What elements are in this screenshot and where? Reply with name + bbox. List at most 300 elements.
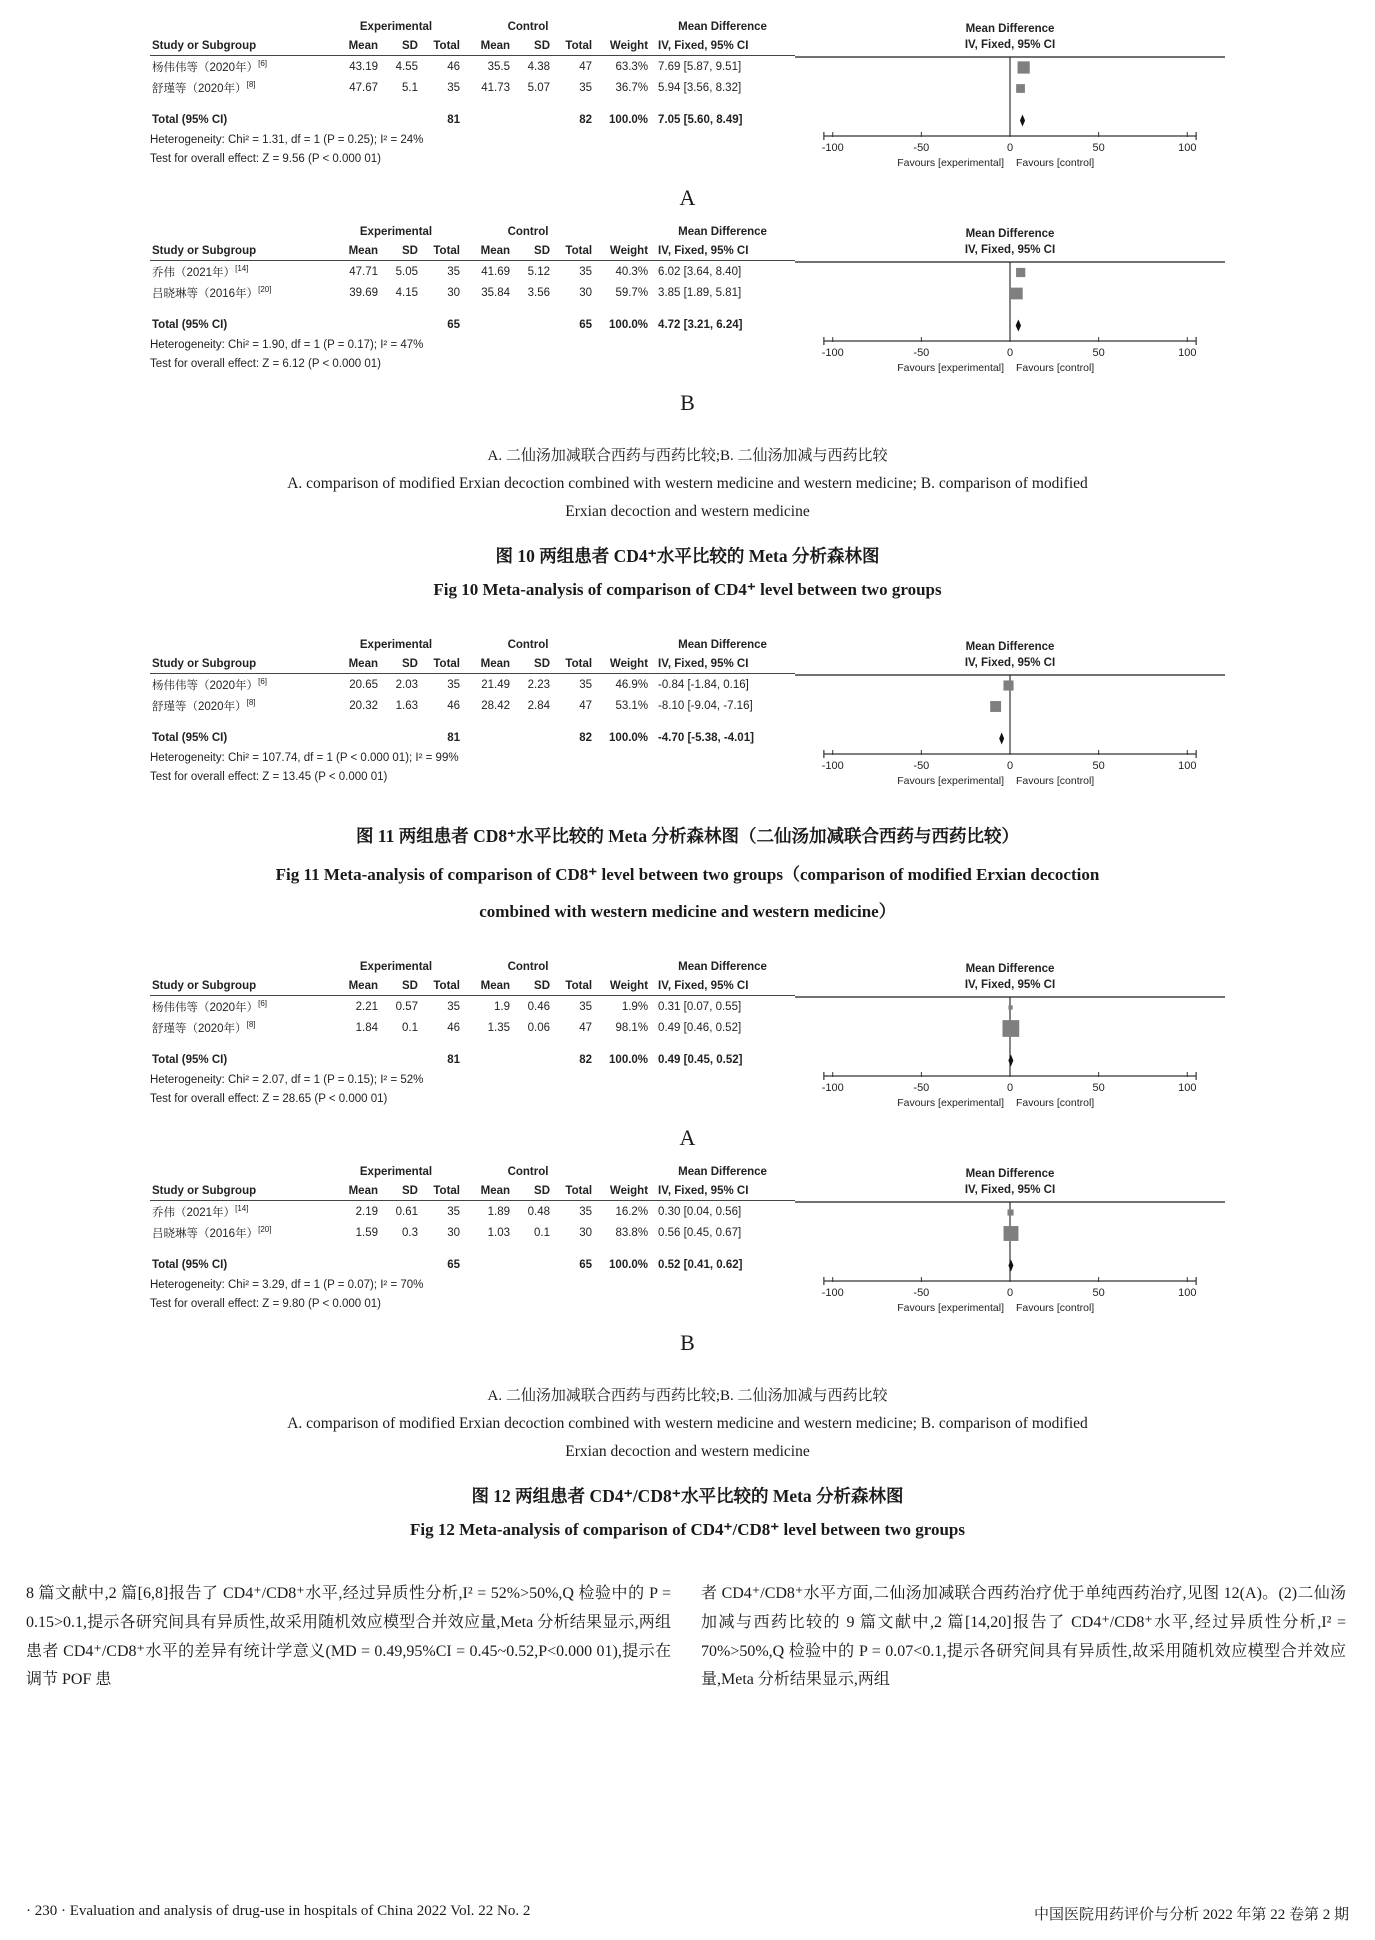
column-header: IV, Fixed, 95% CI (650, 241, 795, 261)
experimental-group-header: Experimental (359, 1166, 433, 1178)
study-value: 4.55 (395, 60, 418, 73)
effect-square (1016, 84, 1025, 93)
study-value: 1.35 (487, 1021, 511, 1034)
plot-mean-difference-header: Mean Difference (965, 641, 1055, 653)
citation-ref: [20] (258, 284, 272, 294)
total-row (150, 314, 795, 335)
pooled-diamond (999, 733, 1004, 745)
study-value: 30 (579, 286, 593, 299)
fig10-title-en: Fig 10 Meta-analysis of comparison of CD4⁺ level between two groups (433, 580, 942, 599)
study-value: 30 (447, 286, 461, 299)
spacer-row (150, 98, 795, 109)
fig10-title-cn: 图 10 两组患者 CD4⁺水平比较的 Meta 分析森林图 (495, 546, 880, 566)
column-header: Study or Subgroup (150, 976, 330, 996)
effect-square (1011, 288, 1023, 300)
citation-ref: [14] (235, 1203, 249, 1213)
control-group-header: Control (507, 21, 549, 33)
column-header: IV, Fixed, 95% CI (650, 36, 795, 56)
overall-effect-note: Test for overall effect: Z = 13.45 (P < 0.000 01) (150, 771, 388, 783)
total-value: Total (95% CI) (152, 731, 228, 744)
column-header: Study or Subgroup (150, 36, 330, 56)
favours-control-label: Favours [control] (1016, 1097, 1095, 1109)
forest-plot-panel (795, 18, 1225, 175)
total-value (462, 1049, 512, 1070)
total-value: 7.05 [5.60, 8.49] (658, 113, 743, 126)
study-value: 47.71 (349, 265, 378, 278)
total-value (462, 727, 512, 748)
study-value: 16.2% (615, 1205, 649, 1218)
study-value: 0.1 (402, 1021, 418, 1034)
study-value: 47 (579, 60, 593, 73)
overall-effect-note: Test for overall effect: Z = 9.80 (P < 0.000 01) (150, 1298, 381, 1310)
axis-tick-label: -50 (913, 347, 930, 359)
axis-tick-label: 50 (1092, 347, 1105, 359)
column-header: Total (552, 241, 594, 261)
fig12-title-cn: 图 12 两组患者 CD4⁺/CD8⁺水平比较的 Meta 分析森林图 (471, 1486, 904, 1506)
total-value (462, 109, 512, 130)
column-header: Mean (330, 654, 380, 674)
plot-ci-header: IV, Fixed, 95% CI (964, 979, 1056, 991)
citation-ref: [8] (246, 1019, 256, 1029)
study-value: 2.19 (355, 1205, 378, 1218)
body-column-right: 者 CD4⁺/CD8⁺水平方面,二仙汤加减联合西药治疗优于单纯西药治疗,见图 12(A)。(2)二仙汤加减与西药比较的 9 篇文献中,2 篇[14,20]报告了 CD4⁺/CD8⁺水平,经过异质性分析,I² = 70%>50%,Q 检验中的 P = 0.07<0.1,提示各研究间具有异质性,故采用随机效应模型合并效应量,Meta 分析结果显示,两组 (701, 1585, 1346, 1689)
column-header-row (150, 654, 795, 674)
study-value: 0.1 (534, 1226, 551, 1239)
axis-tick-label: -100 (821, 1287, 844, 1299)
study-name: 舒瑾等（2020年）[8] (152, 1019, 256, 1035)
study-name: 杨伟伟等（2020年）[6] (152, 998, 267, 1014)
favours-experimental-label: Favours [experimental] (897, 1097, 1004, 1109)
total-value: 65 (447, 318, 461, 331)
experimental-group-header: Experimental (359, 961, 433, 973)
total-value: 82 (579, 1053, 593, 1066)
group-header-row (150, 636, 795, 654)
experimental-group-header: Experimental (359, 21, 433, 33)
study-md-ci: 5.94 [3.56, 8.32] (658, 81, 742, 94)
forest-plot-fig10a (128, 18, 1248, 175)
footer-right: 中国医院用药评价与分析 2022 年第 22 卷第 2 期 (1033, 1907, 1349, 1923)
total-value (380, 314, 420, 335)
fig11-title-cn: 图 11 两组患者 CD8⁺水平比较的 Meta 分析森林图（二仙汤加减联合西药与西药比较） (355, 826, 1020, 846)
footer-left: · 230 · Evaluation and analysis of drug-use in hospitals of China 2022 Vol. 22 No. 2 (26, 1903, 531, 1919)
study-value: 46.9% (615, 678, 649, 691)
pooled-diamond (1016, 320, 1021, 332)
effect-square (990, 701, 1001, 712)
forest-table-panel (150, 958, 795, 1108)
control-group-header: Control (507, 1166, 549, 1178)
study-value: 46 (447, 60, 461, 73)
forest-plot-panel (795, 958, 1225, 1115)
fig12-title-en: Fig 12 Meta-analysis of comparison of CD4⁺/CD8⁺ level between two groups (410, 1520, 965, 1539)
forest-plot-panel (795, 1163, 1225, 1320)
column-header: Total (552, 654, 594, 674)
axis-tick-label: 50 (1092, 1287, 1105, 1299)
total-value (380, 1049, 420, 1070)
study-row (150, 695, 795, 716)
total-value: 0.49 [0.45, 0.52] (658, 1053, 743, 1066)
study-value: 53.1% (615, 699, 649, 712)
favours-experimental-label: Favours [experimental] (897, 775, 1004, 787)
fig12-caption-cn: A. 二仙汤加减联合西药与西药比较;B. 二仙汤加减与西药比较 (487, 1388, 888, 1404)
forest-table (150, 18, 795, 130)
study-value: 35 (579, 81, 593, 94)
forest-plot-fig10b (128, 223, 1248, 380)
total-value: 81 (447, 113, 461, 126)
forest-table-head (150, 18, 795, 56)
panel-label-a: A (679, 185, 696, 210)
study-value: 4.15 (395, 286, 418, 299)
study-row (150, 996, 795, 1018)
fig12-caption-en-1: A. comparison of modified Erxian decoction combined with western medicine and western medicine; B. comparison of modified (287, 1415, 1088, 1432)
study-value: 28.42 (481, 699, 511, 712)
column-header: Mean (462, 241, 512, 261)
study-value: 0.48 (527, 1205, 551, 1218)
study-value: 1.84 (355, 1021, 378, 1034)
forest-table (150, 223, 795, 335)
study-row (150, 1201, 795, 1223)
study-value: 2.23 (527, 678, 551, 691)
total-value (512, 727, 552, 748)
study-value: 35 (579, 1000, 593, 1013)
study-value: 2.21 (355, 1000, 378, 1013)
study-value: 59.7% (615, 286, 649, 299)
column-header: Study or Subgroup (150, 241, 330, 261)
figure-12 (128, 958, 1248, 1540)
study-value: 3.56 (527, 286, 551, 299)
column-header: Study or Subgroup (150, 1181, 330, 1201)
study-value: 1.63 (395, 699, 418, 712)
study-value: 35 (447, 1000, 461, 1013)
control-group-header: Control (507, 226, 549, 238)
study-value: 35 (447, 678, 461, 691)
study-value: 35 (447, 81, 461, 94)
axis-tick-label: 100 (1178, 760, 1197, 772)
study-value: 46 (447, 1021, 461, 1034)
plot-ci-header: IV, Fixed, 95% CI (964, 39, 1056, 51)
effect-square (1016, 268, 1025, 277)
forest-table-panel (150, 636, 795, 786)
study-value: 47.67 (349, 81, 378, 94)
heterogeneity-note: Heterogeneity: Chi² = 2.07, df = 1 (P = 0.15); I² = 52% (150, 1074, 424, 1086)
page-footer (26, 1903, 1349, 1924)
study-name: 舒瑾等（2020年）[8] (152, 697, 256, 713)
study-value: 30 (579, 1226, 593, 1239)
axis-tick-label: -50 (913, 1082, 930, 1094)
favours-control-label: Favours [control] (1016, 775, 1095, 787)
forest-table-panel (150, 1163, 795, 1313)
total-value: 65 (579, 318, 593, 331)
study-value: 35 (447, 1205, 461, 1218)
study-value: 0.46 (527, 1000, 551, 1013)
experimental-group-header: Experimental (359, 639, 433, 651)
column-header: SD (512, 976, 552, 996)
favours-control-label: Favours [control] (1016, 157, 1095, 169)
study-name: 舒瑾等（2020年）[8] (152, 79, 256, 95)
panel-label-b: B (680, 1330, 695, 1355)
effect-square (1002, 1020, 1019, 1037)
column-header: Mean (462, 1181, 512, 1201)
heterogeneity-note: Heterogeneity: Chi² = 1.31, df = 1 (P = 0.25); I² = 24% (150, 134, 424, 146)
axis-tick-label: 50 (1092, 142, 1105, 154)
column-header: Mean (462, 36, 512, 56)
column-header: Total (420, 976, 462, 996)
study-name: 乔伟（2021年）[14] (152, 1203, 249, 1219)
forest-plot-canvas (795, 18, 1225, 172)
column-header: Mean (330, 241, 380, 261)
citation-ref: [14] (235, 263, 249, 273)
column-header: Study or Subgroup (150, 654, 330, 674)
mean-difference-header: Mean Difference (678, 639, 767, 651)
total-row (150, 727, 795, 748)
column-header: SD (380, 36, 420, 56)
study-md-ci: -8.10 [-9.04, -7.16] (658, 699, 753, 712)
effect-square (1004, 1226, 1019, 1241)
pooled-diamond (1008, 1260, 1013, 1272)
column-header: SD (512, 1181, 552, 1201)
plot-ci-header: IV, Fixed, 95% CI (964, 244, 1056, 256)
study-row (150, 1017, 795, 1038)
total-value: 100.0% (609, 731, 649, 744)
study-md-ci: 6.02 [3.64, 8.40] (658, 265, 742, 278)
study-value: 39.69 (349, 286, 378, 299)
column-header: SD (380, 241, 420, 261)
forest-table (150, 1163, 795, 1275)
study-row (150, 56, 795, 78)
column-header: IV, Fixed, 95% CI (650, 654, 795, 674)
overall-effect-note: Test for overall effect: Z = 6.12 (P < 0.000 01) (150, 358, 381, 370)
column-header: Total (420, 241, 462, 261)
axis-tick-label: 50 (1092, 1082, 1105, 1094)
study-value: 2.03 (395, 678, 418, 691)
study-row (150, 261, 795, 283)
total-value (330, 314, 380, 335)
study-value: 47 (579, 1021, 593, 1034)
total-value (330, 727, 380, 748)
column-header: Weight (594, 36, 650, 56)
heterogeneity-note: Heterogeneity: Chi² = 107.74, df = 1 (P < 0.000 01); I² = 99% (150, 752, 459, 764)
total-value: -4.70 [-5.38, -4.01] (658, 731, 754, 744)
mean-difference-header: Mean Difference (678, 961, 767, 973)
axis-tick-label: -100 (821, 142, 844, 154)
study-value: 5.1 (402, 81, 418, 94)
study-value: 0.06 (527, 1021, 551, 1034)
axis-tick-label: -100 (821, 1082, 844, 1094)
study-value: 5.07 (527, 81, 551, 94)
total-value (330, 109, 380, 130)
study-md-ci: 0.30 [0.04, 0.56] (658, 1205, 742, 1218)
column-header: SD (380, 976, 420, 996)
study-value: 35 (579, 1205, 593, 1218)
spacer-row (150, 1243, 795, 1254)
study-value: 47 (579, 699, 593, 712)
fig10-caption-en-1: A. comparison of modified Erxian decoction combined with western medicine and western medicine; B. comparison of modified (287, 475, 1088, 492)
total-value (330, 1049, 380, 1070)
axis-tick-label: 100 (1178, 142, 1197, 154)
mean-difference-header: Mean Difference (678, 1166, 767, 1178)
plot-mean-difference-header: Mean Difference (965, 228, 1055, 240)
column-header: IV, Fixed, 95% CI (650, 976, 795, 996)
total-value: 100.0% (609, 1053, 649, 1066)
heterogeneity-note: Heterogeneity: Chi² = 1.90, df = 1 (P = 0.17); I² = 47% (150, 339, 424, 351)
total-value: Total (95% CI) (152, 1053, 228, 1066)
column-header: Weight (594, 654, 650, 674)
forest-plot-panel (795, 636, 1225, 793)
pooled-diamond (1008, 1055, 1013, 1067)
column-header: Total (420, 1181, 462, 1201)
study-value: 5.05 (395, 265, 418, 278)
study-value: 1.59 (355, 1226, 378, 1239)
total-value (380, 727, 420, 748)
total-value: Total (95% CI) (152, 318, 228, 331)
study-value: 30 (447, 1226, 461, 1239)
axis-tick-label: 0 (1006, 760, 1014, 772)
total-value (512, 1049, 552, 1070)
forest-plot-canvas (795, 1163, 1225, 1317)
study-value: 46 (447, 699, 461, 712)
total-value: 65 (447, 1258, 461, 1271)
forest-table-body (150, 56, 795, 131)
study-value: 21.49 (481, 678, 511, 691)
study-row (150, 674, 795, 696)
study-md-ci: 7.69 [5.87, 9.51] (658, 60, 742, 73)
panel-label-a: A (679, 1125, 696, 1150)
total-row (150, 1254, 795, 1275)
total-value: 82 (579, 731, 593, 744)
column-header-row (150, 976, 795, 996)
column-header: Total (552, 36, 594, 56)
total-value (512, 109, 552, 130)
group-header-row (150, 1163, 795, 1181)
total-value: 65 (579, 1258, 593, 1271)
column-header: SD (380, 1181, 420, 1201)
study-value: 40.3% (615, 265, 649, 278)
axis-tick-label: 100 (1178, 347, 1197, 359)
forest-table-head (150, 636, 795, 674)
study-value: 2.84 (527, 699, 551, 712)
study-value: 1.9% (621, 1000, 649, 1013)
citation-ref: [6] (258, 676, 267, 686)
study-value: 83.8% (615, 1226, 649, 1239)
column-header: Mean (330, 36, 380, 56)
plot-ci-header: IV, Fixed, 95% CI (964, 1184, 1056, 1196)
forest-plot-fig12a (128, 958, 1248, 1115)
spacer-row (150, 1038, 795, 1049)
fig12-caption-en-2: Erxian decoction and western medicine (565, 1443, 810, 1460)
column-header: Total (420, 654, 462, 674)
forest-table-panel (150, 223, 795, 373)
overall-effect-note: Test for overall effect: Z = 28.65 (P < 0.000 01) (150, 1093, 388, 1105)
column-header: Total (552, 976, 594, 996)
study-value: 35 (447, 265, 461, 278)
group-header-row (150, 958, 795, 976)
forest-plot-fig11 (128, 636, 1248, 793)
total-value: 82 (579, 113, 593, 126)
study-value: 35.84 (481, 286, 511, 299)
citation-ref: [8] (246, 697, 256, 707)
total-value (462, 314, 512, 335)
total-row (150, 1049, 795, 1070)
study-value: 63.3% (615, 60, 649, 73)
column-header-row (150, 1181, 795, 1201)
forest-plot-canvas (795, 636, 1225, 790)
study-value: 20.32 (349, 699, 378, 712)
total-value (512, 314, 552, 335)
body-column-left: 8 篇文献中,2 篇[6,8]报告了 CD4⁺/CD8⁺水平,经过异质性分析,I² = 52%>50%,Q 检验中的 P = 0.15>0.1,提示各研究间具有异质性,故采用随机效应模型合并效应量,Meta 分析结果显示,两组患者 CD4⁺/CD8⁺水平的差异有统计学意义(MD = 0.49,95%CI = 0.45~0.52,P<0.000 01),提示在调节 POF 患 (26, 1585, 671, 1689)
fig10-caption-en-2: Erxian decoction and western medicine (565, 503, 810, 520)
study-value: 1.9 (494, 1000, 511, 1013)
overall-effect-note: Test for overall effect: Z = 9.56 (P < 0.000 01) (150, 153, 381, 165)
column-header-row (150, 241, 795, 261)
study-value: 0.3 (402, 1226, 418, 1239)
column-header: Total (552, 1181, 594, 1201)
fig11-title-en-1: Fig 11 Meta-analysis of comparison of CD8⁺ level between two groups（comparison of modified Erxian decoction (275, 865, 1100, 884)
axis-tick-label: 100 (1178, 1082, 1197, 1094)
fig10-caption-cn: A. 二仙汤加减联合西药与西药比较;B. 二仙汤加减与西药比较 (487, 448, 888, 464)
heterogeneity-note: Heterogeneity: Chi² = 3.29, df = 1 (P = 0.07); I² = 70% (150, 1279, 424, 1291)
group-header-row (150, 18, 795, 36)
experimental-group-header: Experimental (359, 226, 433, 238)
body-text (0, 1580, 1375, 1695)
column-header: SD (512, 241, 552, 261)
axis-tick-label: -100 (821, 347, 844, 359)
total-value (462, 1254, 512, 1275)
forest-table-body (150, 996, 795, 1071)
column-header: Mean (330, 1181, 380, 1201)
column-header: Weight (594, 1181, 650, 1201)
column-header: Weight (594, 976, 650, 996)
study-name: 杨伟伟等（2020年）[6] (152, 58, 267, 74)
favours-experimental-label: Favours [experimental] (897, 362, 1004, 374)
axis-tick-label: -50 (913, 1287, 930, 1299)
total-value (330, 1254, 380, 1275)
forest-table-body (150, 261, 795, 336)
column-header: SD (380, 654, 420, 674)
citation-ref: [8] (246, 79, 256, 89)
total-value: 100.0% (609, 113, 649, 126)
study-row (150, 282, 795, 303)
column-header: Total (420, 36, 462, 56)
forest-plot-panel (795, 223, 1225, 380)
forest-table (150, 636, 795, 748)
column-header: SD (512, 36, 552, 56)
axis-tick-label: 0 (1006, 347, 1014, 359)
fig11-title-en-2: combined with western medicine and western medicine） (479, 902, 896, 921)
favours-experimental-label: Favours [experimental] (897, 1302, 1004, 1314)
favours-control-label: Favours [control] (1016, 1302, 1095, 1314)
study-value: 35 (579, 678, 593, 691)
study-row (150, 1222, 795, 1243)
favours-control-label: Favours [control] (1016, 362, 1095, 374)
total-value: Total (95% CI) (152, 113, 228, 126)
effect-square (1018, 61, 1030, 73)
forest-table-head (150, 1163, 795, 1201)
control-group-header: Control (507, 961, 549, 973)
forest-plot-fig12b (128, 1163, 1248, 1320)
figure-11 (128, 636, 1248, 922)
study-value: 43.19 (349, 60, 378, 73)
study-value: 20.65 (349, 678, 378, 691)
forest-table (150, 958, 795, 1070)
plot-mean-difference-header: Mean Difference (965, 963, 1055, 975)
column-header: SD (512, 654, 552, 674)
total-value: 4.72 [3.21, 6.24] (658, 318, 743, 331)
citation-ref: [6] (258, 58, 267, 68)
axis-tick-label: 50 (1092, 760, 1105, 772)
plot-ci-header: IV, Fixed, 95% CI (964, 657, 1056, 669)
column-header: Mean (462, 654, 512, 674)
study-name: 吕晓琳等（2016年）[20] (152, 1224, 272, 1240)
total-value: 0.52 [0.41, 0.62] (658, 1258, 743, 1271)
